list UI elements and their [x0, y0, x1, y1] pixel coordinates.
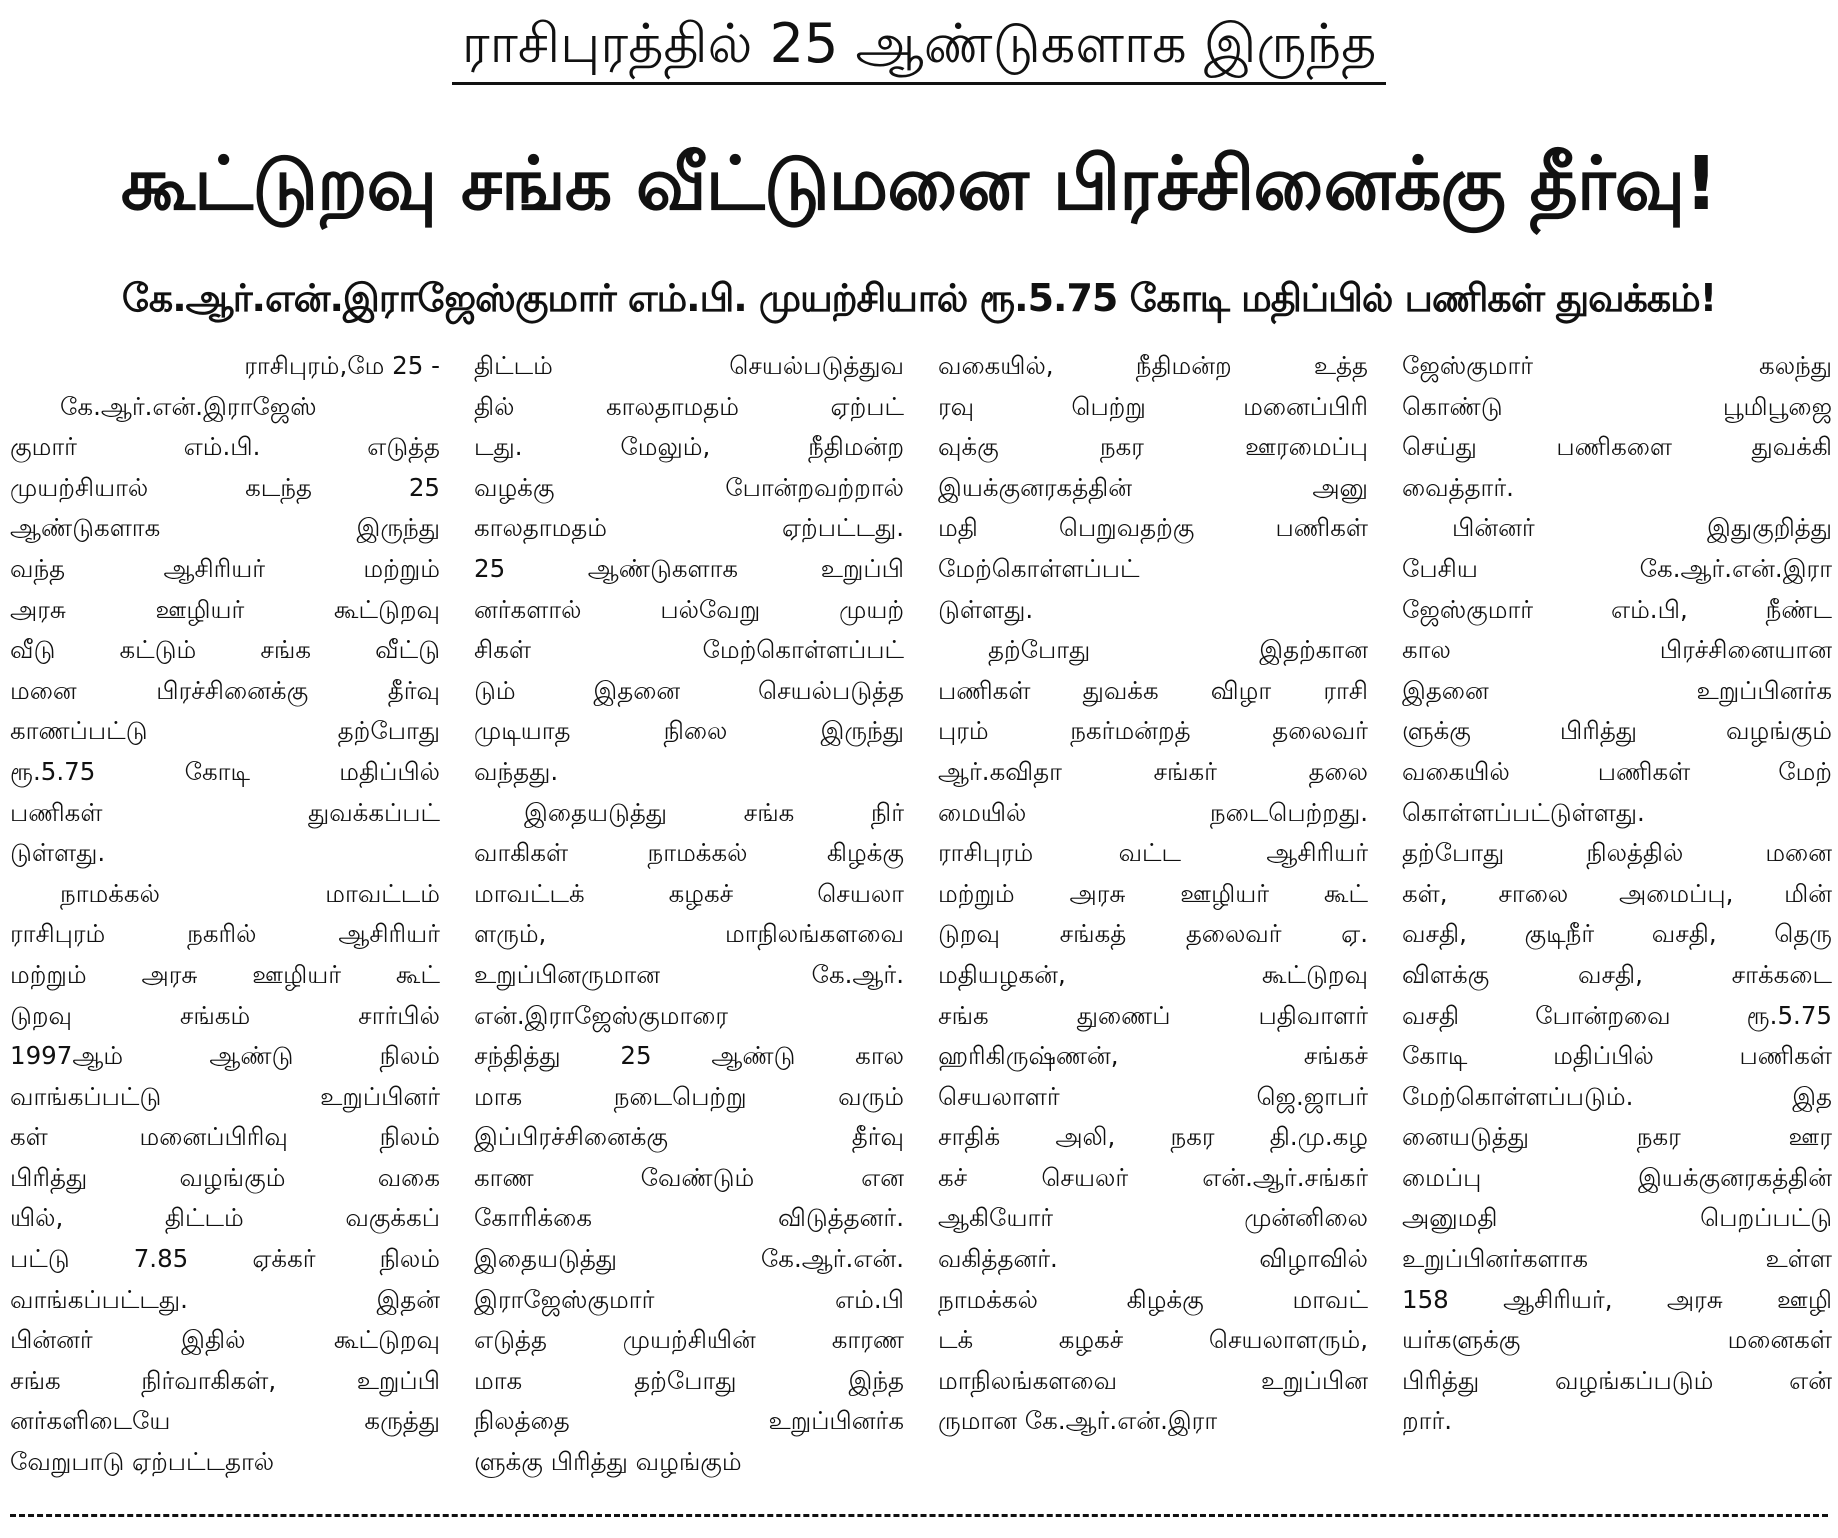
article-line: ளுக்கு பிரித்து வழங்கும்: [474, 1447, 742, 1477]
article-line: ஆர்.கவிதா சங்கர் தலை: [938, 756, 1368, 786]
article-line: சாதிக் அலி, நகர தி.மு.கழ: [938, 1122, 1368, 1152]
article-line: இதனை உறுப்பினர்க: [1402, 675, 1832, 705]
article-line: ரூ.5.75 கோடி மதிப்பில்: [10, 756, 440, 786]
article-line: வைத்தார்.: [1402, 472, 1514, 502]
article-line: காலதாமதம் ஏற்பட்டது.: [474, 513, 904, 543]
article-line: டுறவு சங்கம் சார்பில்: [10, 1000, 440, 1030]
article-line: கொள்ளப்பட்டுள்ளது.: [1402, 797, 1645, 827]
article-line: கள் மனைப்பிரிவு நிலம்: [10, 1122, 440, 1152]
article-line: தில் காலதாமதம் ஏற்பட்: [474, 391, 904, 421]
article-line: பேசிய கே.ஆர்.என்.இரா: [1402, 553, 1832, 583]
article-line: ஹரிகிருஷ்ணன், சங்கச்: [938, 1041, 1368, 1071]
article-line: பணிகள் துவக்க விழா ராசி: [938, 675, 1368, 705]
article-line: கள், சாலை அமைப்பு, மின்: [1402, 878, 1832, 908]
article-line: 25 ஆண்டுகளாக உறுப்பி: [474, 553, 904, 583]
article-line: அரசு ஊழியர் கூட்டுறவு: [10, 594, 440, 624]
article-line: 1997ஆம் ஆண்டு நிலம்: [10, 1041, 440, 1071]
article-line: ரவு பெற்று மனைப்பிரி: [938, 391, 1368, 421]
article-line: மைப்பு இயக்குனரகத்தின்: [1402, 1162, 1832, 1192]
article-line: டுள்ளது.: [938, 594, 1034, 624]
article-line: வாங்கப்பட்டது. இதன்: [10, 1284, 440, 1314]
article-line: ராசிபுரம் வட்ட ஆசிரியர்: [938, 838, 1368, 868]
article-line: குமார் எம்.பி. எடுத்த: [10, 432, 440, 462]
article-column-2: [474, 346, 904, 1506]
article-column-1: [10, 346, 440, 1506]
article-line: யர்களுக்கு மனைகள்: [1402, 1325, 1832, 1355]
article-line: இதையடுத்து கே.ஆர்.என்.: [474, 1244, 904, 1274]
article-line: மதி பெறுவதற்கு பணிகள்: [938, 513, 1368, 543]
article-line: வகித்தனர். விழாவில்: [938, 1244, 1368, 1274]
article-line: வசதி, குடிநீர் வசதி, தெரு: [1402, 919, 1832, 949]
article-line: புரம் நகர்மன்றத் தலைவர்: [938, 716, 1368, 746]
article-line: மாநிலங்களவை உறுப்பின: [938, 1365, 1368, 1395]
article-line: வழக்கு போன்றவற்றால்: [474, 472, 904, 502]
article-line: மற்றும் அரசு ஊழியர் கூட்: [10, 959, 440, 989]
article-line: தற்போது இதற்கான: [988, 635, 1368, 665]
article-line: மாவட்டக் கழகச் செயலா: [474, 878, 904, 908]
article-line: வாங்கப்பட்டு உறுப்பினர்: [10, 1081, 440, 1111]
article-line: பிரித்து வழங்கப்படும் என்: [1402, 1365, 1832, 1395]
article-line: டது. மேலும், நீதிமன்ற: [474, 432, 904, 462]
article-line: யில், திட்டம் வகுக்கப்: [10, 1203, 440, 1233]
article-line: இப்பிரச்சினைக்கு தீர்வு: [474, 1122, 904, 1152]
article-line: கச் செயலர் என்.ஆர்.சங்கர்: [938, 1162, 1368, 1192]
article-line: டுறவு சங்கத் தலைவர் ஏ.: [938, 919, 1368, 949]
article-line: செய்து பணிகளை துவக்கி: [1402, 432, 1832, 462]
article-line: ளரும், மாநிலங்களவை: [474, 919, 904, 949]
sub-headline: கே.ஆர்.என்.இராஜேஸ்குமார் எம்.பி. முயற்சியால் ரூ.5.75 கோடி மதிப்பில் பணிகள் துவக்கம்!: [121, 276, 1717, 320]
article-line: வாகிகள் நாமக்கல் கிழக்கு: [474, 838, 904, 868]
article-line: கால பிரச்சினையான: [1402, 635, 1832, 665]
article-line: ராசிபுரம்,மே 25 -: [244, 351, 440, 380]
article-line: சிகள் மேற்கொள்ளப்பட்: [474, 635, 904, 665]
article-line: 158 ஆசிரியர், அரசு ஊழி: [1402, 1284, 1832, 1314]
article-line: சந்தித்து 25 ஆண்டு கால: [474, 1041, 904, 1071]
article-line: திட்டம் செயல்படுத்துவ: [474, 351, 904, 380]
article-line: நாமக்கல் மாவட்டம்: [60, 878, 440, 908]
article-line: மற்றும் அரசு ஊழியர் கூட்: [938, 878, 1368, 908]
article-line: னர்களால் பல்வேறு முயற்: [474, 594, 904, 624]
article-line: கே.ஆர்.என்.இராஜேஸ்: [60, 391, 317, 421]
article-line: வசதி போன்றவை ரூ.5.75: [1402, 1000, 1832, 1030]
bottom-dashed-rule: [10, 1514, 1828, 1517]
article-line: உறுப்பினருமான கே.ஆர்.: [474, 959, 904, 989]
article-line: இராஜேஸ்குமார் எம்.பி: [474, 1284, 904, 1314]
article-line: மாக தற்போது இந்த: [474, 1365, 904, 1395]
article-line: மனை பிரச்சினைக்கு தீர்வு: [10, 675, 440, 705]
article-line: உறுப்பினர்களாக உள்ள: [1402, 1244, 1832, 1274]
article-line: முடியாத நிலை இருந்து: [474, 716, 904, 746]
article-line: னர்களிடையே கருத்து: [10, 1406, 440, 1436]
article-line: வுக்கு நகர ஊரமைப்பு: [938, 432, 1368, 462]
article-line: கோரிக்கை விடுத்தனர்.: [474, 1203, 904, 1233]
article-line: வந்த ஆசிரியர் மற்றும்: [10, 553, 440, 583]
article-line: டும் இதனை செயல்படுத்த: [474, 675, 904, 705]
article-line: வகையில் பணிகள் மேற்: [1402, 756, 1832, 786]
article-line: வந்தது.: [474, 756, 559, 786]
article-line: மதியழகன், கூட்டுறவு: [938, 959, 1368, 989]
article-line: தற்போது நிலத்தில் மனை: [1402, 838, 1832, 868]
article-line: ஆகியோர் முன்னிலை: [938, 1203, 1368, 1233]
article-line: பணிகள் துவக்கப்பட்: [10, 797, 440, 827]
article-line: பட்டு 7.85 ஏக்கர் நிலம்: [10, 1244, 440, 1274]
article-line: கோடி மதிப்பில் பணிகள்: [1402, 1041, 1832, 1071]
article-line: பின்னர் இதுகுறித்து: [1452, 513, 1832, 543]
article-line: சங்க துணைப் பதிவாளர்: [938, 1000, 1368, 1030]
article-column-3: [938, 346, 1368, 1506]
article-line: என்.இராஜேஸ்குமாரை: [474, 1000, 729, 1030]
article-line: முயற்சியால் கடந்த 25: [10, 472, 440, 502]
article-line: அனுமதி பெறப்பட்டு: [1402, 1203, 1832, 1233]
article-line: நிலத்தை உறுப்பினர்க: [474, 1406, 904, 1436]
article-line: சங்க நிர்வாகிகள், உறுப்பி: [10, 1365, 440, 1395]
article-line: ராசிபுரம் நகரில் ஆசிரியர்: [10, 919, 440, 949]
article-line: இதையடுத்து சங்க நிர்: [524, 797, 904, 827]
article-line: கொண்டு பூமிபூஜை: [1402, 391, 1832, 421]
article-line: பின்னர் இதில் கூட்டுறவு: [10, 1325, 440, 1355]
article-line: பிரித்து வழங்கும் வகை: [10, 1162, 440, 1192]
kicker-headline: ராசிபுரத்தில் 25 ஆண்டுகளாக இருந்த: [452, 8, 1387, 85]
article-line: காணப்பட்டு தற்போது: [10, 716, 440, 746]
article-line: டுள்ளது.: [10, 838, 106, 868]
article-line: வேறுபாடு ஏற்பட்டதால்: [10, 1447, 275, 1477]
article-line: ஜேஸ்குமார் கலந்து: [1402, 351, 1832, 380]
article-line: ஜேஸ்குமார் எம்.பி, நீண்ட: [1402, 594, 1832, 624]
article-line: மேற்கொள்ளப்பட்: [938, 553, 1140, 583]
article-line: செயலாளர் ஜெ.ஜாபர்: [938, 1081, 1368, 1111]
article-line: காண வேண்டும் என: [474, 1162, 904, 1192]
article-line: மேற்கொள்ளப்படும். இத: [1402, 1081, 1832, 1111]
article-line: மையில் நடைபெற்றது.: [938, 797, 1368, 827]
main-headline: கூட்டுறவு சங்க வீட்டுமனை பிரச்சினைக்கு தீர்வு!: [120, 141, 1718, 227]
article-line: ஆண்டுகளாக இருந்து: [10, 513, 440, 543]
article-line: மாக நடைபெற்று வரும்: [474, 1081, 904, 1111]
article-line: நாமக்கல் கிழக்கு மாவட்: [938, 1284, 1368, 1314]
article-line: வீடு கட்டும் சங்க வீட்டு: [10, 635, 440, 665]
article-line: எடுத்த முயற்சியின் காரண: [474, 1325, 904, 1355]
article-body: [0, 346, 1838, 1506]
article-line: விளக்கு வசதி, சாக்கடை: [1402, 959, 1832, 989]
article-line: வகையில், நீதிமன்ற உத்த: [938, 351, 1368, 380]
article-line: ளுக்கு பிரித்து வழங்கும்: [1402, 716, 1832, 746]
article-line: ருமான கே.ஆர்.என்.இரா: [938, 1406, 1218, 1436]
kicker-wrapper: [0, 8, 1838, 85]
article-line: னையடுத்து நகர ஊர: [1402, 1122, 1832, 1152]
article-line: றார்.: [1402, 1406, 1453, 1436]
article-line: டக் கழகச் செயலாளரும்,: [938, 1325, 1368, 1355]
article-column-4: [1402, 346, 1832, 1506]
article-line: இயக்குனரகத்தின் அனு: [938, 472, 1368, 502]
